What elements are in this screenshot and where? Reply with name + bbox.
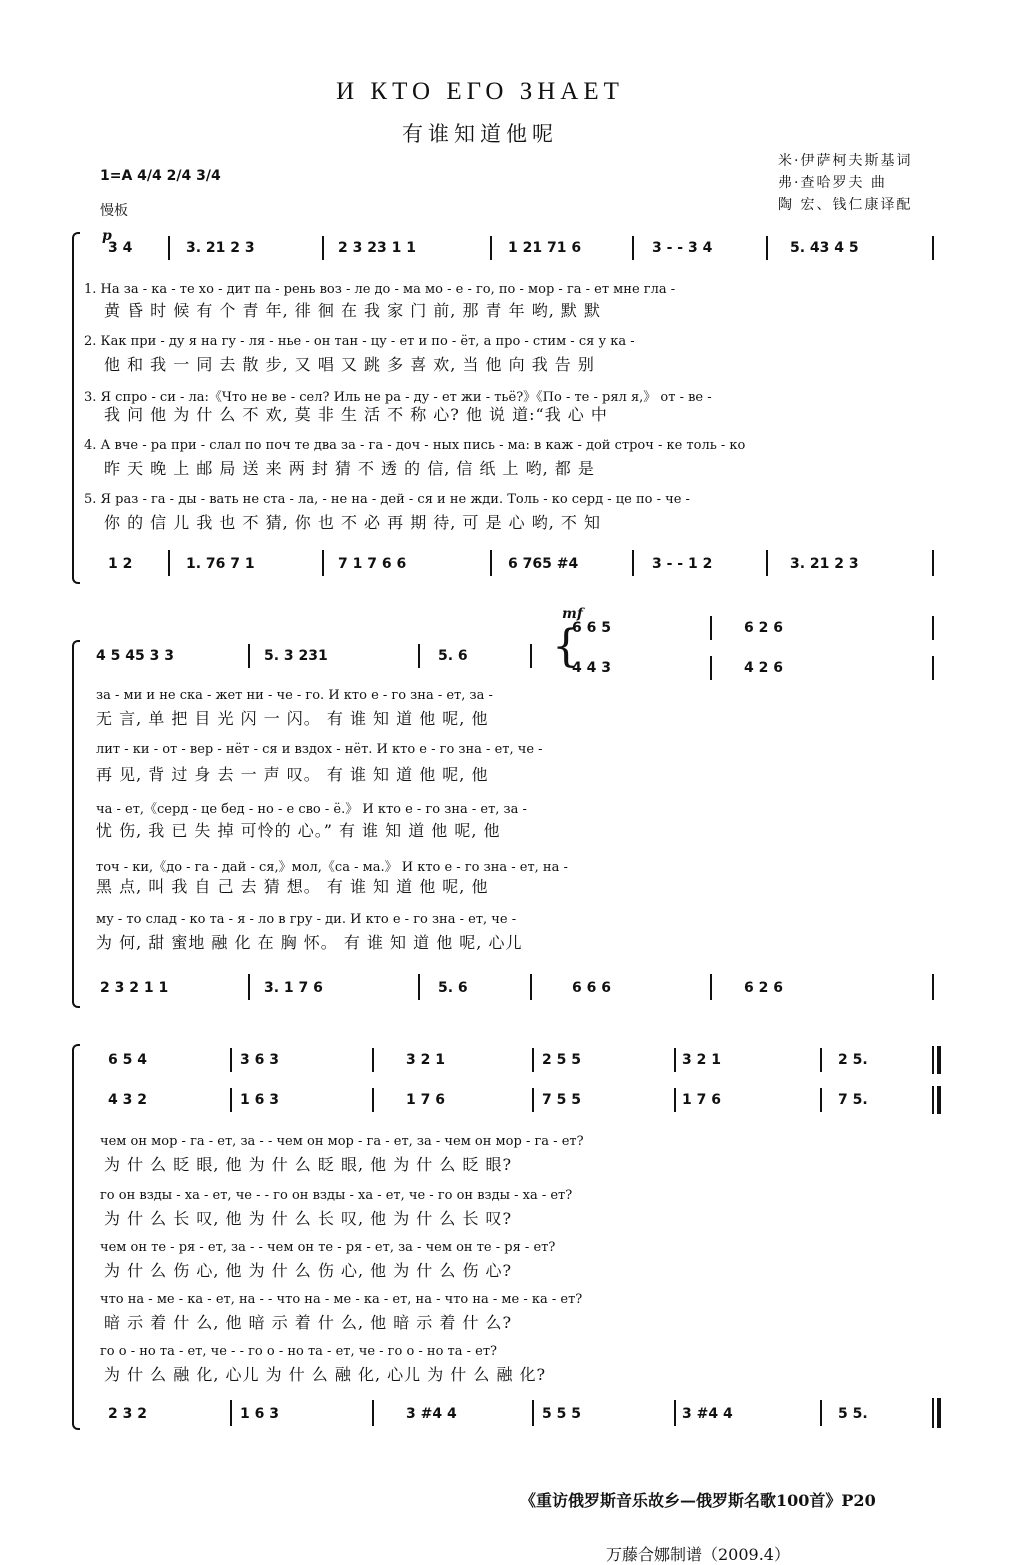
s1-melody-m6: 5. 43 4 5: [790, 240, 859, 256]
s2-bass-m1: 2 3 2 1 1: [100, 980, 169, 996]
system3-brace: [72, 1044, 80, 1430]
barline: [932, 656, 934, 680]
s3-bass-m3: 3 #4 4: [406, 1406, 457, 1422]
barline: [168, 236, 170, 260]
key-signature: 1=A 4/4 2/4 3/4: [100, 168, 221, 184]
s3-verse4-ru: что на - ме - ка - ет, на - - что на - ме - ка - ет, на - что на - ме - ка - ет?: [100, 1292, 583, 1307]
final-barline-thin: [932, 1398, 934, 1428]
barline: [632, 236, 634, 260]
s2-verse4-cn: 黑 点, 叫 我 自 己 去 猜 想。 有 谁 知 道 他 呢, 他: [96, 877, 489, 896]
dynamic-mf: mf: [562, 606, 583, 622]
barline: [490, 550, 492, 576]
barline: [674, 1088, 676, 1112]
s1-bass-m4: 6 765 #4: [508, 556, 579, 572]
s3-bass-m2: 1 6 3: [240, 1406, 279, 1422]
s2-soprano-m2: 6 2 6: [744, 620, 783, 636]
dynamic-p: p: [102, 228, 112, 244]
s1-verse5-cn: 你 的 信 儿 我 也 不 猜, 你 也 不 必 再 期 待, 可 是 心 哟, 不 知: [104, 513, 601, 532]
s1-verse3-ru: 3. Я спро - си - ла:《Что не ве - сел? Иль не ра - ду - ет жи - тьё?》《По - те - рял я,》 от - ве -: [84, 390, 712, 405]
final-barline-thick: [937, 1398, 941, 1428]
barline: [674, 1048, 676, 1072]
s1-melody-m2: 3. 21 2 3: [186, 240, 255, 256]
barline: [322, 236, 324, 260]
credit-lyricist: 米·伊萨柯夫斯基词: [778, 153, 913, 169]
s1-verse2-cn: 他 和 我 一 同 去 散 步, 又 唱 又 跳 多 喜 欢, 当 他 向 我 告 别: [104, 355, 595, 374]
s2-melody-m3: 5. 6: [438, 648, 468, 664]
s3-verse2-ru: го он взды - ха - ет, че - - го он взды - ха - ет, че - го он взды - ха - ет?: [100, 1188, 573, 1203]
s3-bass-m4: 5 5 5: [542, 1406, 581, 1422]
s3-soprano-m6: 2 5.: [838, 1052, 868, 1068]
title-chinese: 有谁知道他呢: [402, 122, 558, 146]
s3-verse1-ru: чем он мор - га - ет, за - - чем он мор - га - ет, за - чем он мор - га - ет?: [100, 1134, 584, 1149]
s3-verse2-cn: 为 什 么 长 叹, 他 为 什 么 长 叹, 他 为 什 么 长 叹?: [104, 1209, 513, 1228]
s3-verse3-cn: 为 什 么 伤 心, 他 为 什 么 伤 心, 他 为 什 么 伤 心?: [104, 1261, 513, 1280]
barline: [766, 236, 768, 260]
barline: [766, 550, 768, 576]
final-barline-thin: [932, 1046, 934, 1074]
barline: [532, 1400, 534, 1426]
barline: [372, 1400, 374, 1426]
s1-bass-m6: 3. 21 2 3: [790, 556, 859, 572]
barline: [248, 644, 250, 668]
barline: [820, 1400, 822, 1426]
barline: [418, 644, 420, 668]
s3-bass-m5: 3 #4 4: [682, 1406, 733, 1422]
s3-alto-m4: 7 5 5: [542, 1092, 581, 1108]
s2-soprano-m1: 6 6 5: [572, 620, 611, 636]
s3-verse5-ru: го о - но та - ет, че - - го о - но та - ет, че - го о - но та - ет?: [100, 1344, 498, 1359]
s1-bass-m2: 1. 76 7 1: [186, 556, 255, 572]
s1-verse3-cn: 我 问 他 为 什 么 不 欢, 莫 非 生 活 不 称 心? 他 说 道:“我 心 中: [104, 405, 608, 424]
s2-bass-m2: 3. 1 7 6: [264, 980, 323, 996]
s1-verse4-ru: 4. А вче - ра при - слал по поч те два за - га - доч - ных пись - ма: в каж - дой строч - ке толь - ко: [84, 438, 746, 453]
s1-melody-m3: 2 3 23 1 1: [338, 240, 416, 256]
s2-verse3-cn: 忧 伤, 我 已 失 掉 可怜的 心。” 有 谁 知 道 他 呢, 他: [96, 821, 501, 840]
s2-melody-m2: 5. 3 231: [264, 648, 328, 664]
s1-melody-m5: 3 - - 3 4: [652, 240, 713, 256]
s3-soprano-m1: 6 5 4: [108, 1052, 147, 1068]
s3-soprano-m4: 2 5 5: [542, 1052, 581, 1068]
s2-verse1-cn: 无 言, 单 把 目 光 闪 一 闪。 有 谁 知 道 他 呢, 他: [96, 709, 489, 728]
s3-bass-m1: 2 3 2: [108, 1406, 147, 1422]
s1-verse1-ru: 1. На за - ка - те хо - дит па - рень воз - ле до - ма мо - е - го, по - мор - га - ет мне гла -: [84, 282, 676, 297]
voice-brace: {: [552, 621, 580, 672]
barline: [932, 550, 934, 576]
title-russian: И КТО ЕГО ЗНАЕТ: [336, 78, 624, 105]
s2-bass-m4: 6 6 6: [572, 980, 611, 996]
barline: [230, 1048, 232, 1072]
s3-alto-m1: 4 3 2: [108, 1092, 147, 1108]
s1-verse1-cn: 黄 昏 时 候 有 个 青 年, 徘 徊 在 我 家 门 前, 那 青 年 哟, 默 默: [104, 301, 601, 320]
system1-brace: [72, 232, 80, 584]
barline: [532, 1088, 534, 1112]
s1-bass-m3: 7 1 7 6 6: [338, 556, 407, 572]
barline: [490, 236, 492, 260]
s2-verse5-cn: 为 何, 甜 蜜地 融 化 在 胸 怀。 有 谁 知 道 他 呢, 心儿: [96, 933, 523, 952]
s2-verse2-cn: 再 见, 背 过 身 去 一 声 叹。 有 谁 知 道 他 呢, 他: [96, 765, 489, 784]
barline: [530, 974, 532, 1000]
barline: [632, 550, 634, 576]
barline: [932, 236, 934, 260]
final-barline-thick: [937, 1046, 941, 1074]
s1-melody-m4: 1 21 71 6: [508, 240, 582, 256]
barline: [710, 656, 712, 680]
s2-alto-m1: 4 4 3: [572, 660, 611, 676]
s3-alto-m5: 1 7 6: [682, 1092, 721, 1108]
barline: [372, 1048, 374, 1072]
s2-alto-m2: 4 2 6: [744, 660, 783, 676]
barline: [710, 974, 712, 1000]
tempo-marking: 慢板: [100, 203, 128, 219]
final-barline-thick: [937, 1086, 941, 1114]
s3-alto-m6: 7 5.: [838, 1092, 868, 1108]
barline: [820, 1088, 822, 1112]
source-citation: 《重访俄罗斯音乐故乡—俄罗斯名歌100首》P20: [520, 1491, 876, 1510]
barline: [322, 550, 324, 576]
barline: [532, 1048, 534, 1072]
barline: [230, 1400, 232, 1426]
s3-verse1-cn: 为 什 么 眨 眼, 他 为 什 么 眨 眼, 他 为 什 么 眨 眼?: [104, 1155, 513, 1174]
engraver-credit: 万藤合娜制谱（2009.4）: [606, 1545, 790, 1564]
credit-translator: 陶 宏、钱仁康译配: [778, 197, 913, 213]
system2-brace: [72, 640, 80, 1008]
barline: [932, 616, 934, 640]
s2-bass-m3: 5. 6: [438, 980, 468, 996]
barline: [530, 644, 532, 668]
s1-bass-m5: 3 - - 1 2: [652, 556, 713, 572]
barline: [932, 974, 934, 1000]
s2-melody-m1: 4 5 45 3 3: [96, 648, 174, 664]
barline: [418, 974, 420, 1000]
barline: [710, 616, 712, 640]
s1-verse4-cn: 昨 天 晚 上 邮 局 送 来 两 封 猜 不 透 的 信, 信 纸 上 哟, 都 是: [104, 459, 595, 478]
barline: [248, 974, 250, 1000]
s3-verse4-cn: 暗 示 着 什 么, 他 暗 示 着 什 么, 他 暗 示 着 什 么?: [104, 1313, 513, 1332]
barline: [230, 1088, 232, 1112]
s3-soprano-m3: 3 2 1: [406, 1052, 445, 1068]
barline: [372, 1088, 374, 1112]
s3-bass-m6: 5 5.: [838, 1406, 868, 1422]
s2-verse2-ru: лит - ки - от - вер - нёт - ся и вздох - нёт. И кто е - го зна - ет, че -: [96, 742, 543, 757]
s1-bass-m1: 1 2: [108, 556, 133, 572]
s1-verse5-ru: 5. Я раз - га - ды - вать не ста - ла, - не на - дей - ся и не жди. Толь - ко серд - це по - че -: [84, 492, 690, 507]
s1-melody-m1: 3 4: [108, 240, 133, 256]
s3-alto-m2: 1 6 3: [240, 1092, 279, 1108]
s2-verse4-ru: точ - ки,《до - га - дай - ся,》мол,《са - ма.》 И кто е - го зна - ет, на -: [96, 860, 568, 875]
s1-verse2-ru: 2. Как при - ду я на гу - ля - нье - он тан - цу - ет и по - ёт, а про - стим - ся у ка -: [84, 334, 635, 349]
s3-soprano-m5: 3 2 1: [682, 1052, 721, 1068]
s2-verse5-ru: му - то слад - ко та - я - ло в гру - ди. И кто е - го зна - ет, че -: [96, 912, 517, 927]
s2-verse3-ru: ча - ет,《серд - це бед - но - е сво - ё.》 И кто е - го зна - ет, за -: [96, 802, 527, 817]
barline: [168, 550, 170, 576]
barline: [674, 1400, 676, 1426]
final-barline-thin: [932, 1086, 934, 1114]
s2-bass-m5: 6 2 6: [744, 980, 783, 996]
s3-verse5-cn: 为 什 么 融 化, 心儿 为 什 么 融 化, 心儿 为 什 么 融 化?: [104, 1365, 547, 1384]
s3-verse3-ru: чем он те - ря - ет, за - - чем он те - ря - ет, за - чем он те - ря - ет?: [100, 1240, 556, 1255]
s2-verse1-ru: за - ми и не ска - жет ни - че - го. И кто е - го зна - ет, за -: [96, 688, 493, 703]
credit-composer: 弗·查哈罗夫 曲: [778, 175, 887, 191]
barline: [820, 1048, 822, 1072]
s3-soprano-m2: 3 6 3: [240, 1052, 279, 1068]
s3-alto-m3: 1 7 6: [406, 1092, 445, 1108]
